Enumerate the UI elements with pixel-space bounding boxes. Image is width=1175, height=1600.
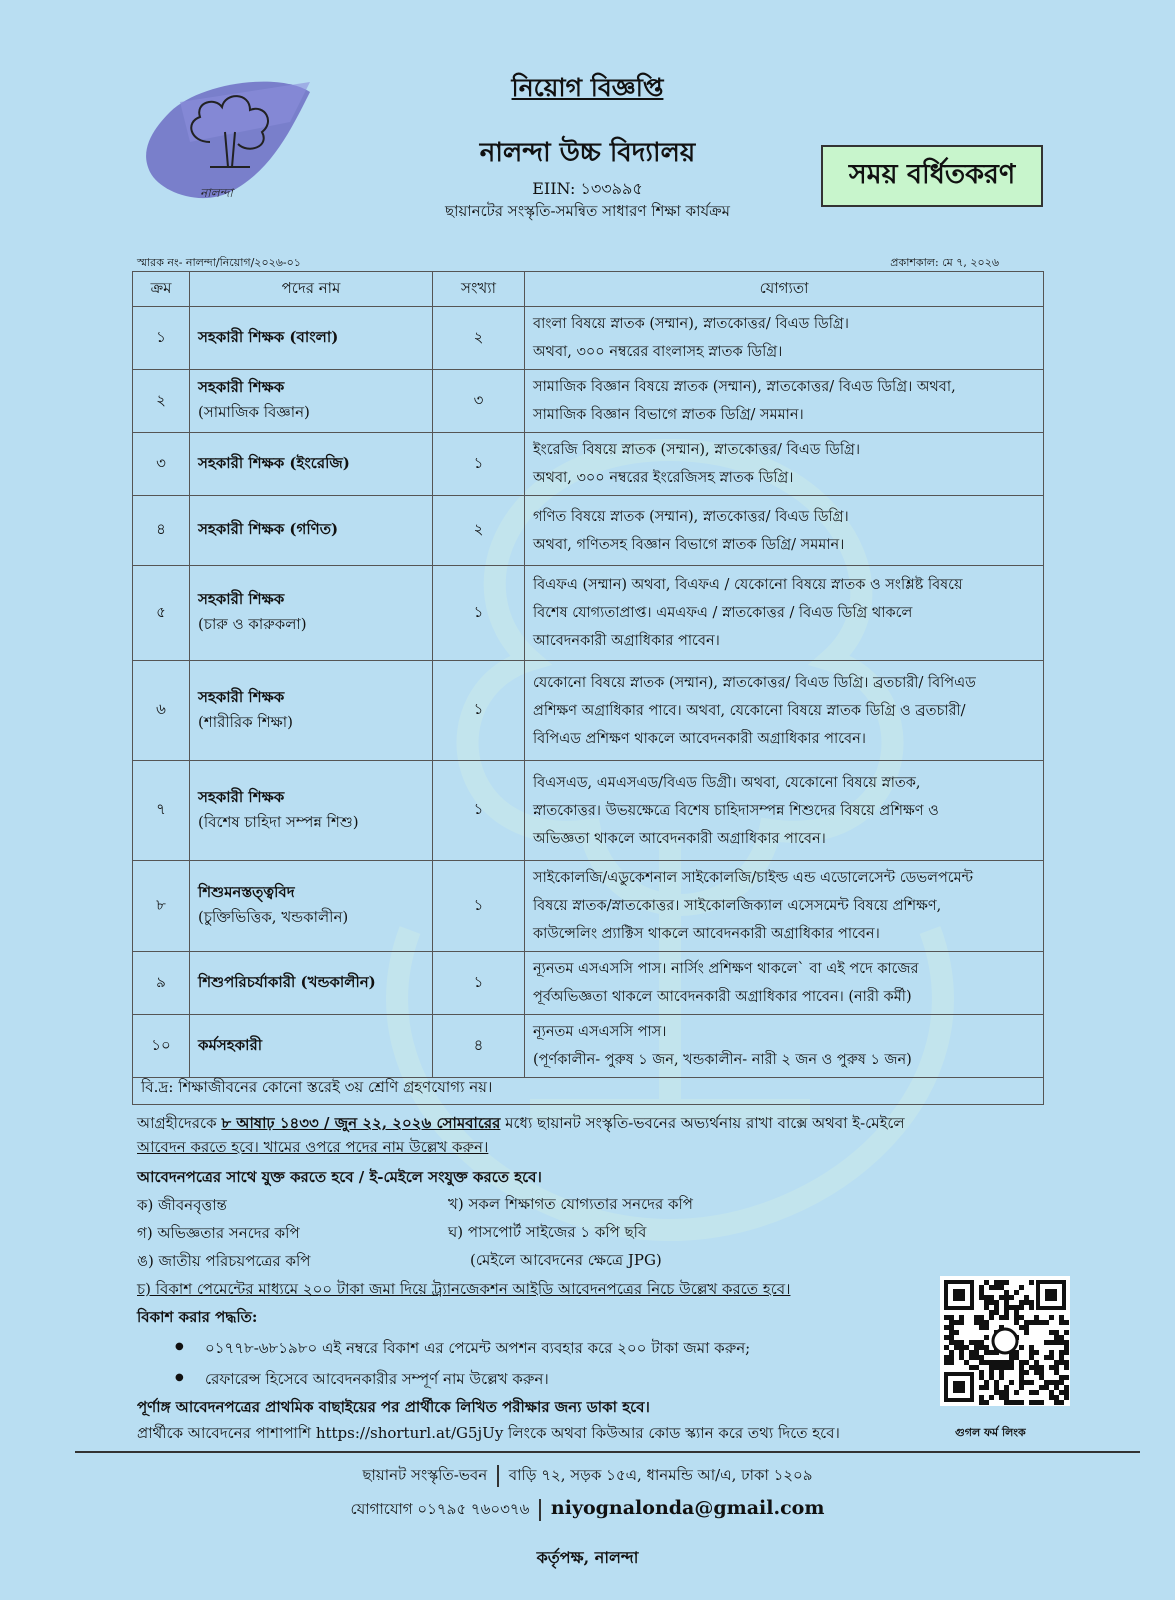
attachment-nid: ঙ) জাতীয় পরিচয়পত্রের কপি: [137, 1252, 311, 1270]
footer-contact: [0, 1497, 1175, 1523]
qualification-line: পূর্বঅভিজ্ঞতা থাকলে আবেদনকারী অগ্রাধিকার পাবেন। (নারী কর্মী): [533, 989, 912, 1005]
row-serial: ৯: [133, 952, 190, 1015]
contact-email[interactable]: niyognalonda@gmail.com: [550, 1497, 825, 1519]
row-qualification: [525, 566, 1044, 661]
header-post-name: পদের নাম: [190, 272, 433, 307]
attachment-photo: ঘ) পাসপোর্ট সাইজের ১ কপি ছবি: [448, 1223, 647, 1241]
attachment-experience: গ) অভিজ্ঞতার সনদের কপি: [137, 1224, 300, 1242]
row-qualification: [525, 433, 1044, 496]
row-serial: ৩: [133, 433, 190, 496]
qualification-line: সামাজিক বিজ্ঞান বিভাগে স্নাতক ডিগ্রি/ সমমান।: [533, 407, 804, 423]
row-qualification: [525, 661, 1044, 761]
post-title: সহকারী শিক্ষক: [198, 787, 285, 806]
row-count: ২: [433, 307, 525, 370]
row-qualification: [525, 496, 1044, 566]
memo-number: স্মারক নং- নালন্দা/নিয়োগ/২০২৬-০১: [137, 256, 301, 269]
qualification-line: বিপিএড প্রশিক্ষণ থাকলে আবেদনকারী অগ্রাধিকার পাবেন।: [533, 730, 866, 747]
row-post-name: [190, 952, 433, 1015]
header-count: সংখ্যা: [433, 272, 525, 307]
form-link-line[interactable]: প্রার্থীকে আবেদনের পাশাপাশি https://shorturl.at/G5jUy লিংকে অথবা কিউআর কোড স্ক্যান করে তথ্য দিতে হবে।: [137, 1424, 840, 1442]
school-name: নালন্দা উচ্চ বিদ্যালয়: [479, 138, 696, 168]
row-count: ১: [433, 861, 525, 952]
notice-title: নিয়োগ বিজ্ঞপ্তি: [511, 73, 664, 102]
row-count: ১: [433, 661, 525, 761]
publish-date: প্রকাশকাল: মে ৭, ২০২৬: [890, 256, 999, 269]
post-title: শিশুমনস্তত্ত্ববিদ: [198, 883, 295, 901]
attachment-photo-note: (মেইলে আবেদনের ক্ষেত্রে JPG): [470, 1251, 662, 1269]
row-count: ১: [433, 433, 525, 496]
row-qualification: [525, 761, 1044, 861]
qualification-line: যেকোনো বিষয়ে স্নাতক (সম্মান), স্নাতকোত্তর/ বিএড ডিগ্রি। ব্রতচারী/ বিপিএড: [533, 674, 976, 691]
qualification-line: সাইকোলজি/এডুকেশনাল সাইকোলজি/চাইল্ড এন্ড এডোলেসেন্ট ডেভলপমেন্ট: [533, 870, 974, 886]
qualification-line: স্নাতকোত্তর। উভয়ক্ষেত্রে বিশেষ চাহিদাসম্পন্ন শিশুদের বিষয়ে প্রশিক্ষণ ও: [533, 802, 939, 819]
footer-address: [0, 1464, 1175, 1489]
exam-notice: পূর্ণাঙ্গ আবেদনপত্রের প্রাথমিক বাছাইয়ের পর প্রার্থীকে লিখিত পরীক্ষার জন্য ডাকা হবে।: [137, 1398, 650, 1416]
post-subject: (বিশেষ চাহিদা সম্পন্ন শিশু): [198, 812, 359, 831]
qualification-line: বাংলা বিষয়ে স্নাতক (সম্মান), স্নাতকোত্তর/ বিএড ডিগ্রি।: [533, 316, 849, 332]
table-row: [133, 496, 1044, 566]
table-row: [133, 761, 1044, 861]
deadline-date: ৮ আষাঢ় ১৪৩৩ / জুন ২২, ২০২৬ সোমবারের: [221, 1114, 501, 1132]
qualification-line: ন্যূনতম এসএসসি পাস। নার্সিং প্রশিক্ষণ থাকলে` বা এই পদে কাজের: [533, 961, 919, 977]
row-post-name: [190, 370, 433, 433]
program-name: ছায়ানটের সংস্কৃতি-সমন্বিত সাধারণ শিক্ষা কার্যক্রম: [445, 202, 730, 220]
attachment-cv: ক) জীবনবৃত্তান্ত: [137, 1196, 227, 1214]
footer-divider: [75, 1451, 1140, 1453]
bkash-step-2: ● রেফারেন্স হিসেবে আবেদনকারীর সম্পূর্ণ নাম উল্লেখ করুন।: [175, 1368, 549, 1393]
table-row: [133, 566, 1044, 661]
footer-street: বাড়ি ৭২, সড়ক ১৫এ, ধানমন্ডি আ/এ, ঢাকা ১২০৯: [508, 1466, 813, 1484]
qualification-line: বিষয়ে স্নাতক/স্নাতকোত্তর। সাইকোলজিক্যাল এসেসমেন্ট বিষয়ে প্রশিক্ষণ,: [533, 898, 942, 914]
row-count: ২: [433, 496, 525, 566]
footer-venue: ছায়ানট সংস্কৃতি-ভবন: [362, 1466, 488, 1484]
qualification-line: অথবা, গণিতসহ বিজ্ঞান বিভাগে স্নাতক ডিগ্রি/ সমমান।: [533, 536, 845, 553]
deadline-paragraph: আগ্রহীদেরকে ৮ আষাঢ় ১৪৩৩ / জুন ২২, ২০২৬ সোমবারের মধ্যে ছায়ানট সংস্কৃতি-ভবনের অভ্যর্থনায় রাখা বাক্সে অথবা ই-মেইলে আবেদন করতে হবে। খামের ওপরে পদের নাম উল্লেখ করুন।: [137, 1114, 905, 1156]
row-post-name: [190, 1015, 433, 1078]
row-count: ১: [433, 566, 525, 661]
qualification-line: অভিজ্ঞতা থাকলে আবেদনকারী অগ্রাধিকার পাবেন।: [533, 830, 826, 847]
time-extension-badge: সময় বর্ধিতকরণ: [821, 145, 1043, 207]
post-title: কর্মসহকারী: [198, 1035, 262, 1054]
post-subject: (চুক্তিভিত্তিক, খন্ডকালীন): [198, 908, 349, 926]
row-post-name: [190, 496, 433, 566]
row-qualification: [525, 307, 1044, 370]
post-title: সহকারী শিক্ষক: [198, 378, 285, 396]
row-qualification: [525, 861, 1044, 952]
row-count: ৪: [433, 1015, 525, 1078]
row-serial: ৮: [133, 861, 190, 952]
row-serial: ৬: [133, 661, 190, 761]
qr-code[interactable]: [940, 1276, 1070, 1406]
qualification-line: গণিত বিষয়ে স্নাতক (সম্মান), স্নাতকোত্তর/ বিএড ডিগ্রি।: [533, 508, 849, 525]
row-serial: ১: [133, 307, 190, 370]
qualification-line: কাউন্সেলিং প্র্যাক্টিস থাকলে আবেদনকারী অগ্রাধিকার পাবেন।: [533, 926, 880, 942]
table-row: [133, 1015, 1044, 1078]
qualification-line: ইংরেজি বিষয়ে স্নাতক (সম্মান), স্নাতকোত্তর/ বিএড ডিগ্রি।: [533, 442, 861, 458]
attachment-certificates: খ) সকল শিক্ষাগত যোগ্যতার সনদের কপি: [448, 1195, 693, 1213]
row-post-name: [190, 433, 433, 496]
qualification-line: প্রশিক্ষণ অগ্রাধিকার পাবে। অথবা, যেকোনো বিষয়ে স্নাতক ডিগ্রি ও ব্রতচারী/: [533, 702, 966, 719]
post-subject: (চারু ও কারুকলা): [198, 615, 307, 633]
post-title: শিশুপরিচর্যাকারী (খন্ডকালীন): [198, 972, 376, 991]
row-post-name: [190, 661, 433, 761]
qualification-line: অথবা, ৩০০ নম্বরের বাংলাসহ স্নাতক ডিগ্রি।: [533, 344, 783, 360]
row-serial: ৫: [133, 566, 190, 661]
row-qualification: [525, 1015, 1044, 1078]
header-qualification: যোগ্যতা: [525, 272, 1044, 307]
table-header-row: [133, 272, 1044, 307]
table-row: [133, 952, 1044, 1015]
row-post-name: [190, 566, 433, 661]
qr-label: গুগল ফর্ম লিংক: [955, 1426, 1026, 1439]
row-count: ১: [433, 952, 525, 1015]
row-post-name: [190, 307, 433, 370]
row-qualification: [525, 370, 1044, 433]
eiin-number: EIIN: ১৩৩৯৯৫: [532, 179, 643, 198]
post-title: সহকারী শিক্ষক: [198, 687, 285, 706]
row-serial: ২: [133, 370, 190, 433]
header-serial: ক্রম: [133, 272, 190, 307]
contact-phone: যোগাযোগ ০১৭৯৫ ৭৬০৩৭৬: [350, 1500, 530, 1518]
post-title: সহকারী শিক্ষক (ইংরেজি): [198, 453, 350, 472]
bkash-method-heading: বিকাশ করার পদ্ধতি:: [137, 1308, 258, 1326]
qualification-line: অথবা, ৩০০ নম্বরের ইংরেজিসহ স্নাতক ডিগ্রি।: [533, 470, 794, 486]
authority-signature: কর্তৃপক্ষ, নালন্দা: [536, 1548, 639, 1567]
qualification-line: ন্যূনতম এসএসসি পাস।: [533, 1024, 667, 1040]
vacancy-table: [132, 271, 1044, 1078]
post-title: সহকারী শিক্ষক (গণিত): [198, 520, 339, 538]
table-note: বি.দ্র: শিক্ষাজীবনের কোনো স্তরেই ৩য় শ্রেণি গ্রহণযোগ্য নয়।: [132, 1073, 1044, 1105]
row-serial: ৭: [133, 761, 190, 861]
row-serial: ১০: [133, 1015, 190, 1078]
row-post-name: [190, 861, 433, 952]
table-row: [133, 661, 1044, 761]
qualification-line: বিএফএ (সম্মান) অথবা, বিএফএ / যেকোনো বিষয়ে স্নাতক ও সংশ্লিষ্ট বিষয়ে: [533, 577, 963, 593]
post-subject: (সামাজিক বিজ্ঞান): [198, 403, 310, 421]
bkash-step-1: ● ০১৭৭৮-৬৮১৯৮০ এই নম্বরে বিকাশ এর পেমেন্ট অপশন ব্যবহার করে ২০০ টাকা জমা করুন;: [175, 1337, 750, 1362]
attachment-bkash: চ) বিকাশ পেমেন্টের মাধ্যমে ২০০ টাকা জমা দিয়ে ট্র্যানজেকশন আইডি আবেদনপত্রের নিচে উল্লেখ করতে হবে।: [137, 1280, 791, 1298]
logo-text: নালন্দা: [200, 186, 233, 200]
post-title: সহকারী শিক্ষক (বাংলা): [198, 327, 339, 346]
row-count: ১: [433, 761, 525, 861]
qualification-line: (পূর্ণকালীন- পুরুষ ১ জন, খন্ডকালীন- নারী ২ জন ও পুরুষ ১ জন): [533, 1052, 912, 1068]
qualification-line: আবেদনকারী অগ্রাধিকার পাবেন।: [533, 633, 720, 649]
table-row: [133, 370, 1044, 433]
row-count: ৩: [433, 370, 525, 433]
table-row: [133, 433, 1044, 496]
row-serial: ৪: [133, 496, 190, 566]
post-subject: (শারীরিক শিক্ষা): [198, 712, 293, 731]
table-row: [133, 307, 1044, 370]
qualification-line: বিশেষ যোগ্যতাপ্রাপ্ত। এমএফএ / স্নাতকোত্তর / বিএড ডিগ্রি থাকলে: [533, 605, 913, 621]
attachments-heading: আবেদনপত্রের সাথে যুক্ত করতে হবে / ই-মেইলে সংযুক্ত করতে হবে।: [137, 1168, 542, 1186]
row-post-name: [190, 761, 433, 861]
table-row: [133, 861, 1044, 952]
qualification-line: বিএসএড, এমএসএড/বিএড ডিগ্রী। অথবা, যেকোনো বিষয়ে স্নাতক,: [533, 774, 921, 791]
post-title: সহকারী শিক্ষক: [198, 590, 285, 608]
row-qualification: [525, 952, 1044, 1015]
qualification-line: সামাজিক বিজ্ঞান বিষয়ে স্নাতক (সম্মান), স্নাতকোত্তর/ বিএড ডিগ্রি। অথবা,: [533, 379, 956, 395]
